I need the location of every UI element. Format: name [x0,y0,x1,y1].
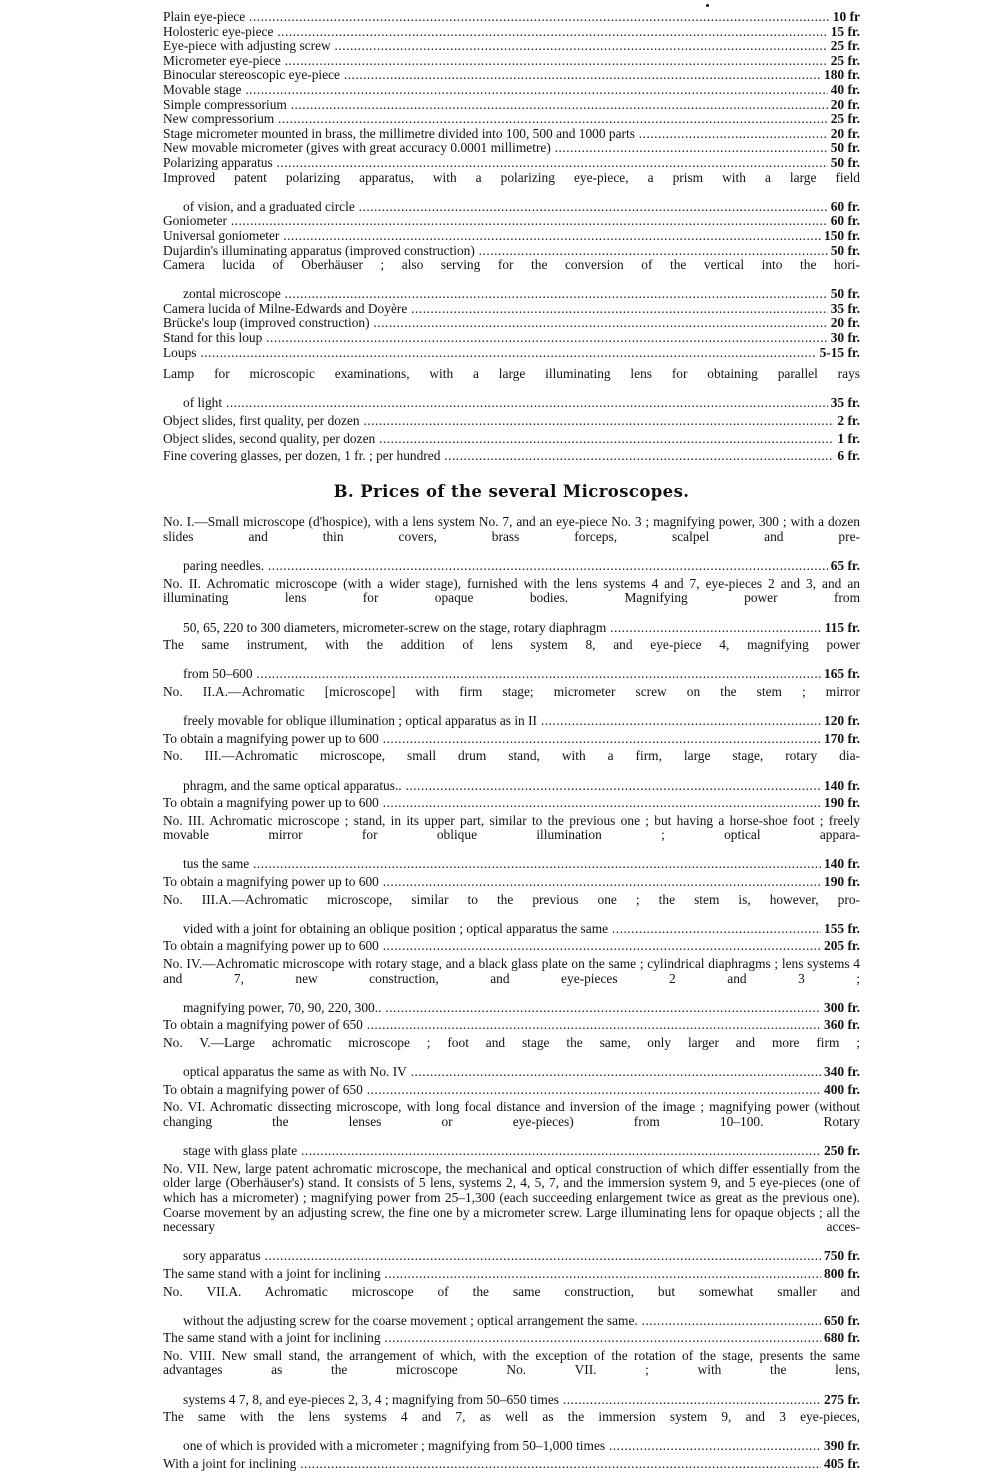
entry-description: Eye-piece with adjusting screw ..... [163,39,860,53]
entry-description: optical apparatus the same as with No. IV ..... [183,1065,860,1079]
price-entry [163,1036,860,1080]
entry-description: No. III. Achromatic microscope ; stand, in its upper part, similar to the previous one ; but having a horse-shoe foot ; freely movable mirror for oblique illumination ; optical appara- [163,813,860,843]
entry-description: stage with glass plate ..... [183,1144,860,1158]
entry-description: To obtain a magnifying power of 650 ..... [163,1083,860,1097]
entry-description: Loups ..... [163,346,860,360]
entry-price: 20 fr. [828,316,860,331]
supplies-price-list [163,367,860,464]
price-entry [163,875,860,890]
entry-price: 170 fr. [821,732,860,747]
entry-description: The same stand with a joint for inclining ..... [163,1331,860,1345]
entry-price: 390 fr. [821,1439,860,1454]
entry-last-line [163,1065,860,1080]
entry-price: 115 fr. [822,621,860,636]
entry-description: magnifying power, 70, 90, 220, 300.. ..... [183,1001,860,1015]
price-entry [163,1100,860,1158]
entry-last-line [163,1314,860,1329]
price-entry [163,171,860,215]
entry-price: 15 fr. [828,25,860,40]
price-entry [163,156,860,171]
entry-description: To obtain a magnifying power up to 600 ..... [163,796,860,810]
entry-description: No. VII.A. Achromatic microscope of the same construction, but somewhat smaller and [163,1284,860,1299]
entry-description: Goniometer ..... [163,214,860,228]
entry-price: 155 fr. [821,922,860,937]
price-entry [163,316,860,331]
entry-description: Dujardin's illuminating apparatus (improved construction) ..... [163,244,860,258]
price-entry [163,1410,860,1454]
entry-price: 190 fr. [821,796,860,811]
entry-price: 25 fr. [828,39,860,54]
price-entry [163,54,860,69]
price-entry [163,414,860,429]
entry-description: New compressorium ..... [163,112,860,126]
entry-description: No. III.—Achromatic microscope, small drum stand, with a firm, large stage, rotary dia- [163,749,860,764]
entry-last-line [163,1144,860,1159]
entry-price: 400 fr. [821,1083,860,1098]
entry-description: Camera lucida of Milne-Edwards and Doyère ..... [163,302,860,316]
entry-description: With a joint for inclining ..... [163,1457,860,1471]
entry-description: Object slides, second quality, per dozen ..... [163,432,860,446]
price-entry [163,367,860,411]
price-entry [163,98,860,113]
price-entry [163,796,860,811]
price-entry [163,127,860,142]
entry-price: 60 fr. [828,200,860,215]
entry-description: phragm, and the same optical apparatus.. ..... [183,779,860,793]
entry-price: 35 fr. [828,302,860,317]
entry-description: No. II. Achromatic microscope (with a wider stage), furnished with the lens systems 4 and 7, eye-pieces 2 and 3, and an illuminating lens for opaque bodies. Magnifying power from [163,576,860,606]
price-entry [163,432,860,447]
price-entry [163,515,860,573]
entry-description: Improved patent polarizing apparatus, with a polarizing eye-piece, a prism with a large field [163,170,860,185]
entry-price: 60 fr. [828,214,860,229]
entry-price: 180 fr. [821,68,860,83]
entry-description: The same with the lens systems 4 and 7, as well as the immersion system 9, and 3 eye-pieces, [163,1410,860,1425]
entry-price: 205 fr. [821,939,860,954]
price-entry [163,229,860,244]
entry-description: No. V.—Large achromatic microscope ; foot and stage the same, only larger and more firm ; [163,1036,860,1050]
price-entry [163,39,860,54]
price-entry [163,1349,860,1407]
accessories-price-list [163,10,860,360]
price-entry [163,732,860,747]
entry-description: The same instrument, with the addition of lens system 8, and eye-piece 4, magnifying power [163,638,860,653]
entry-description: The same stand with a joint for inclining ..... [163,1267,860,1281]
entry-description: Fine covering glasses, per dozen, 1 fr. ; per hundred ..... [163,449,860,463]
price-entry [163,1457,860,1472]
entry-price: 360 fr. [821,1018,860,1033]
entry-description: Plain eye-piece ..... [163,10,860,24]
entry-description: Simple compressorium ..... [163,98,860,112]
price-entry [163,577,860,635]
entry-description: Universal goniometer ..... [163,229,860,243]
entry-price: 650 fr. [821,1314,860,1329]
entry-price: 65 fr. [828,559,860,574]
entry-description: tus the same ..... [183,857,860,871]
entry-description: No. IV.—Achromatic microscope with rotary stage, and a black glass plate on the same ; cylindrical diaphragms ; lens systems 4 and 7, new construction, and eye-pieces 2 and 3 ; [163,957,860,986]
entry-last-line [163,667,860,682]
entry-description: To obtain a magnifying power up to 600 ..... [163,875,860,889]
price-entry [163,68,860,83]
price-entry [163,749,860,793]
price-entry [163,141,860,156]
entry-price: 680 fr. [821,1331,860,1346]
entry-last-line [163,1393,860,1408]
price-entry [163,939,860,954]
entry-price: 6 fr. [834,449,860,464]
entry-last-line [163,621,860,636]
entry-last-line [163,779,860,794]
entry-description: New movable micrometer (gives with great accuracy 0.0001 millimetre) ..... [163,141,860,155]
price-entry [163,449,860,464]
entry-price: 20 fr. [828,127,860,142]
stray-ink-dot [706,4,709,7]
price-entry [163,1267,860,1282]
entry-price: 35 fr. [828,396,860,411]
entry-last-line [163,396,860,411]
entry-last-line [163,287,860,302]
entry-last-line [163,857,860,872]
price-entry [163,244,860,259]
price-entry [163,331,860,346]
price-entry [163,302,860,317]
entry-price: 250 fr. [821,1144,860,1159]
price-entry [163,1083,860,1098]
entry-description: Lamp for microscopic examinations, with a large illuminating lens for obtaining parallel rays [163,367,860,382]
entry-description: from 50–600 ..... [183,667,860,681]
section-heading: B. Prices of the several Microscopes. [333,481,690,501]
entry-description: Stand for this loup ..... [163,331,860,345]
entry-description: To obtain a magnifying power up to 600 ..... [163,939,860,953]
price-entry [163,1018,860,1033]
entry-description: Polarizing apparatus ..... [163,156,860,170]
entry-description: No. VII. New, large patent achromatic microscope, the mechanical and optical construction of which differ essentially from the older large (Oberhäuser's) stand. It consists of 5 lens, systems 2, 4, 5, 7, and the immersion system 9, and 5 eye-pieces (one of which has a micrometer) ; magnifying power from 25–1,300 (each succeeding enlargement twice as great as the previous one). Coarse movement by an adjusting screw, the fine one by a micrometer screw. Large illuminating lens for opaque objects ; all the necessary acces- [163,1161,860,1235]
entry-price: 750 fr. [821,1249,860,1264]
entry-price: 300 fr. [821,1001,860,1016]
price-entry [163,346,860,361]
entry-description: vided with a joint for obtaining an oblique position ; optical apparatus the same ..... [183,922,860,936]
entry-price: 5-15 fr. [817,346,860,361]
price-list-page [163,10,860,1472]
entry-description: zontal microscope ..... [183,287,860,301]
entry-description: To obtain a magnifying power up to 600 ..... [163,732,860,746]
entry-price: 25 fr. [828,112,860,127]
entry-price: 2 fr. [834,414,860,429]
entry-description: Holosteric eye-piece ..... [163,25,860,39]
microscopes-price-list [163,515,860,1471]
entry-description: Micrometer eye-piece ..... [163,54,860,68]
entry-price: 25 fr. [828,54,860,69]
entry-description: Stage micrometer mounted in brass, the millimetre divided into 100, 500 and 1000 parts ..... [163,127,860,141]
entry-description: No. I.—Small microscope (d'hospice), with a lens system No. 7, and an eye-piece No. 3 ; magnifying power, 300 ; with a dozen slides and thin covers, brass forceps, scalpel and pre- [163,515,860,544]
price-entry [163,112,860,127]
price-entry [163,893,860,937]
price-entry [163,814,860,872]
price-entry [163,957,860,1015]
entry-description: Camera lucida of Oberhäuser ; also serving for the conversion of the vertical into the hori- [163,258,860,273]
entry-last-line [163,922,860,937]
entry-description: of light ..... [183,396,860,410]
entry-description: Brücke's loup (improved construction) ..... [163,316,860,330]
price-entry [163,638,860,682]
entry-last-line [163,714,860,729]
entry-description: one of which is provided with a micrometer ; magnifying from 50–1,000 times ..... [183,1439,860,1453]
entry-last-line [163,559,860,574]
price-entry [163,83,860,98]
entry-description: No. VIII. New small stand, the arrangement of which, with the exception of the rotation of the stage, presents the same advantages as the microscope No. VII. ; with the lens, [163,1348,860,1378]
entry-description: Binocular stereoscopic eye-piece ..... [163,68,860,82]
entry-price: 140 fr. [821,857,860,872]
entry-price: 50 fr. [828,141,860,156]
price-entry [163,258,860,302]
entry-description: No. II.A.—Achromatic [microscope] with firm stage; micrometer screw on the stem ; mirror [163,684,860,699]
entry-price: 50 fr. [828,244,860,259]
entry-price: 800 fr. [821,1267,860,1282]
entry-price: 165 fr. [821,667,860,682]
entry-price: 50 fr. [828,156,860,171]
entry-last-line [163,1001,860,1016]
entry-description: Object slides, first quality, per dozen ..... [163,414,860,428]
entry-price: 275 fr. [821,1393,860,1408]
price-entry [163,1331,860,1346]
price-entry [163,25,860,40]
entry-description: To obtain a magnifying power of 650 ..... [163,1018,860,1032]
entry-price: 50 fr. [828,287,860,302]
entry-price: 150 fr. [821,229,860,244]
entry-description: sory apparatus ..... [183,1249,860,1263]
entry-description: of vision, and a graduated circle ..... [183,200,860,214]
entry-description: systems 4 7, 8, and eye-pieces 2, 3, 4 ; magnifying from 50–650 times ..... [183,1393,860,1407]
price-entry [163,685,860,729]
entry-price: 1 fr. [834,432,860,447]
entry-description: freely movable for oblique illumination ; optical apparatus as in II ..... [183,714,860,728]
entry-price: 10 fr [830,10,860,25]
entry-description: Movable stage ..... [163,83,860,97]
entry-price: 190 fr. [821,875,860,890]
entry-description: No. VI. Achromatic dissecting microscope, with long focal distance and inversion of the image ; magnifying power (without changing the lenses or eye-pieces) from 10–100. Rotary [163,1100,860,1129]
entry-last-line [163,1439,860,1454]
price-entry [163,214,860,229]
entry-price: 30 fr. [828,331,860,346]
entry-price: 340 fr. [821,1065,860,1080]
price-entry [163,1285,860,1329]
price-entry [163,1162,860,1264]
price-entry [163,10,860,25]
entry-price: 40 fr. [828,83,860,98]
entry-last-line [163,1249,860,1264]
entry-price: 405 fr. [821,1457,860,1472]
entry-description: paring needles. ..... [183,559,860,573]
entry-price: 20 fr. [828,98,860,113]
entry-description: No. III.A.—Achromatic microscope, similar to the previous one ; the stem is, however, pro- [163,892,860,907]
entry-price: 140 fr. [821,779,860,794]
entry-price: 120 fr. [821,714,860,729]
entry-description: 50, 65, 220 to 300 diameters, micrometer-screw on the stage, rotary diaphragm ..... [183,621,860,635]
entry-last-line [163,200,860,215]
entry-description: without the adjusting screw for the coarse movement ; optical arrangement the same. ..... [183,1314,860,1328]
